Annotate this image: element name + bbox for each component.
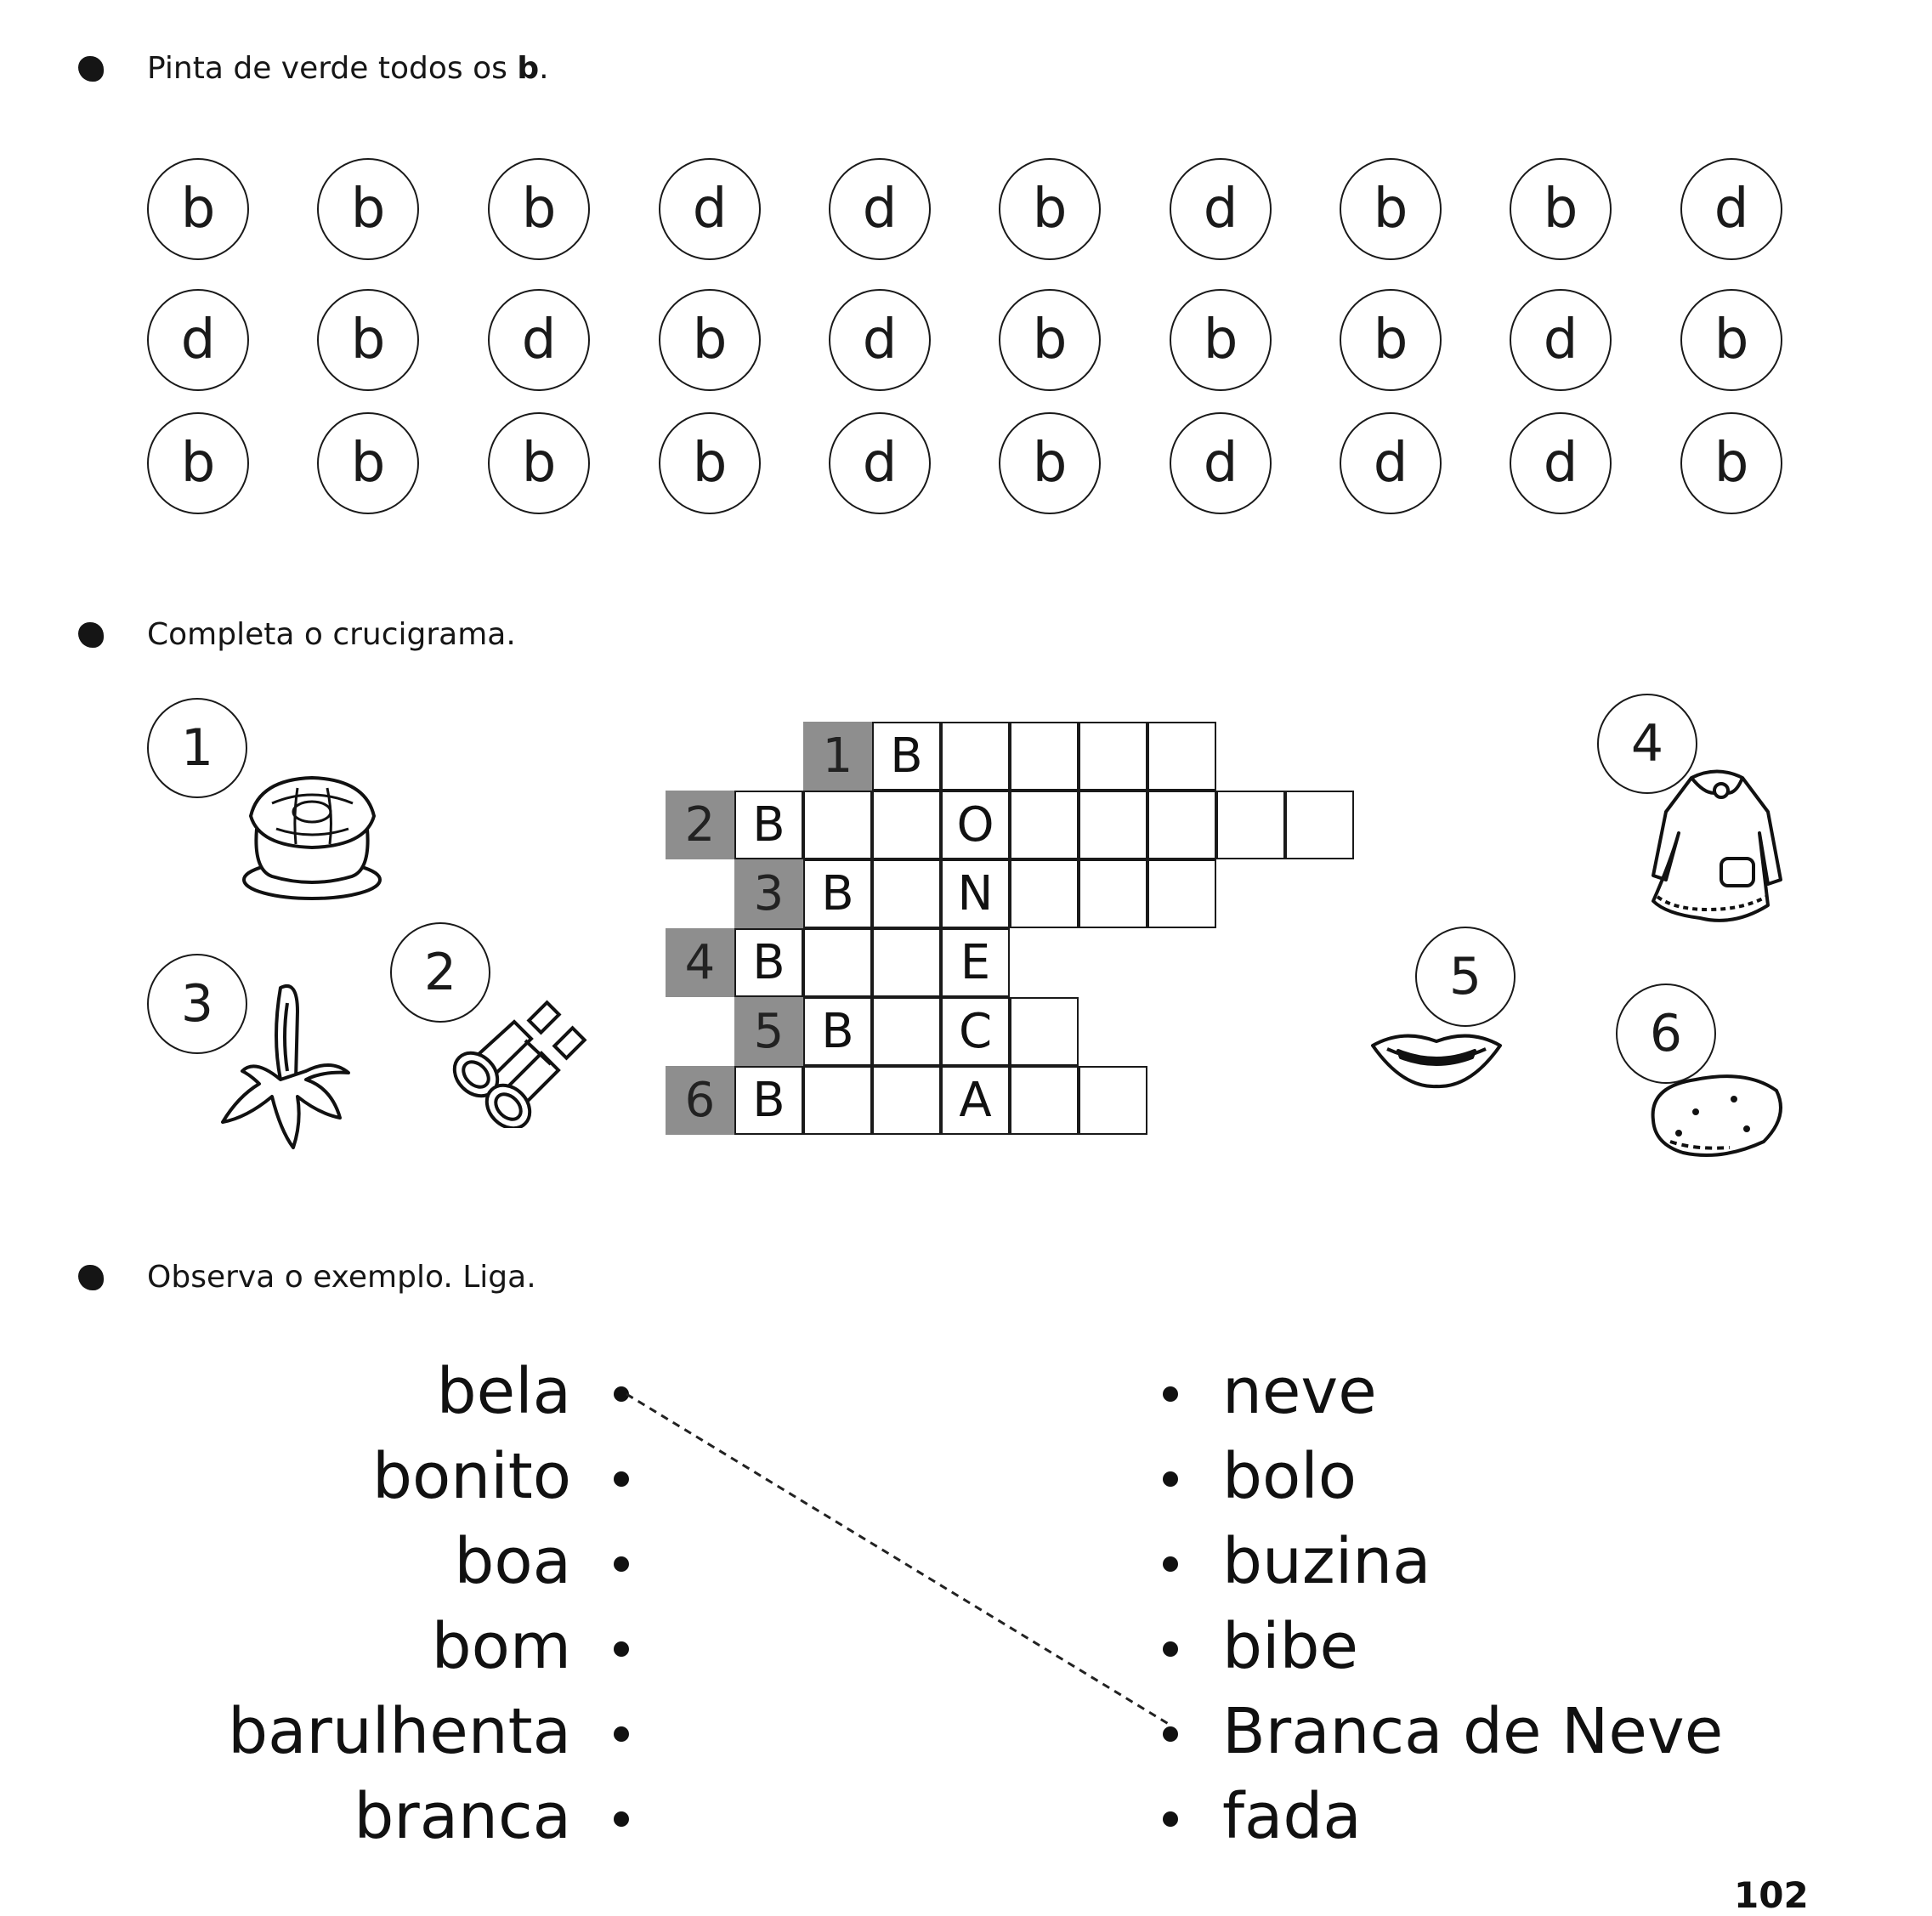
clue-number-6: 6 <box>1616 984 1716 1084</box>
left-word: branca <box>354 1780 571 1853</box>
letter-circle[interactable]: b <box>1510 158 1612 260</box>
crossword-clue-number: 6 <box>666 1066 734 1135</box>
right-word: Branca de Neve <box>1222 1695 1724 1768</box>
clue-number-5: 5 <box>1415 927 1516 1027</box>
crossword-clue-number: 5 <box>734 997 803 1066</box>
crossword-cell[interactable]: B <box>734 791 803 859</box>
crossword-cell[interactable]: B <box>872 722 941 791</box>
crossword-cell[interactable]: B <box>734 928 803 997</box>
crossword-clue-number: 1 <box>803 722 872 791</box>
letter-circle[interactable]: b <box>147 158 249 260</box>
letter-circle[interactable]: b <box>1680 412 1782 514</box>
crossword-cell[interactable]: B <box>803 997 872 1066</box>
letter-circle[interactable]: d <box>488 289 590 391</box>
letter-circle[interactable]: b <box>488 412 590 514</box>
highlight-letter: b <box>517 51 540 86</box>
letter-circle[interactable]: d <box>829 158 931 260</box>
right-word: fada <box>1222 1780 1362 1853</box>
letter-circle[interactable]: d <box>1340 412 1442 514</box>
crossword-clue-number: 2 <box>666 791 734 859</box>
letter-circle[interactable]: b <box>317 412 419 514</box>
page-number: 102 <box>1734 1874 1809 1916</box>
letter-circle[interactable]: b <box>999 158 1101 260</box>
left-word: bom <box>431 1610 571 1683</box>
letter-circle[interactable]: b <box>659 412 761 514</box>
right-word: bibe <box>1222 1610 1359 1683</box>
crossword-cell[interactable]: B <box>803 859 872 928</box>
crossword-cell[interactable]: A <box>941 1066 1010 1135</box>
crossword-cell[interactable]: E <box>941 928 1010 997</box>
clue-number-2: 2 <box>390 922 490 1023</box>
clue-number-1: 1 <box>147 698 247 798</box>
letter-circle[interactable]: b <box>1170 289 1272 391</box>
letter-circle[interactable]: b <box>147 412 249 514</box>
left-word: bonito <box>372 1440 571 1513</box>
letter-circle[interactable]: d <box>147 289 249 391</box>
crossword-clue-number: 4 <box>666 928 734 997</box>
clue-number-3: 3 <box>147 954 247 1054</box>
letter-circle[interactable]: b <box>1680 289 1782 391</box>
letter-circle[interactable]: d <box>1170 412 1272 514</box>
letter-circle[interactable]: b <box>1340 158 1442 260</box>
letter-circle[interactable]: b <box>317 158 419 260</box>
letter-circle[interactable]: d <box>1510 289 1612 391</box>
instruction-paint-b: Pinta de verde todos os b. <box>147 51 549 86</box>
left-word: boa <box>454 1525 571 1598</box>
left-word: bela <box>436 1355 571 1428</box>
instruction-match: Observa o exemplo. Liga. <box>147 1260 536 1295</box>
letter-circle[interactable]: b <box>488 158 590 260</box>
letter-circle[interactable]: d <box>829 412 931 514</box>
letter-circle[interactable]: d <box>829 289 931 391</box>
left-word: barulhenta <box>228 1695 571 1768</box>
letter-circle[interactable]: b <box>999 289 1101 391</box>
crossword-cell[interactable]: C <box>941 997 1010 1066</box>
crossword-clue-number: 3 <box>734 859 803 928</box>
right-word: bolo <box>1222 1440 1357 1513</box>
letter-circle[interactable]: d <box>1170 158 1272 260</box>
crossword-cell[interactable]: N <box>941 859 1010 928</box>
crossword-cell[interactable]: B <box>734 1066 803 1135</box>
letter-circle[interactable]: b <box>1340 289 1442 391</box>
letter-circle[interactable]: b <box>999 412 1101 514</box>
letter-circle[interactable]: d <box>1510 412 1612 514</box>
clue-number-4: 4 <box>1597 694 1697 794</box>
instruction-crossword: Completa o crucigrama. <box>147 617 516 652</box>
right-word: neve <box>1222 1355 1377 1428</box>
letter-circle[interactable]: d <box>659 158 761 260</box>
right-word: buzina <box>1222 1525 1431 1598</box>
letter-circle[interactable]: b <box>659 289 761 391</box>
crossword-cell[interactable]: O <box>941 791 1010 859</box>
letter-circle[interactable]: d <box>1680 158 1782 260</box>
letter-circle[interactable]: b <box>317 289 419 391</box>
